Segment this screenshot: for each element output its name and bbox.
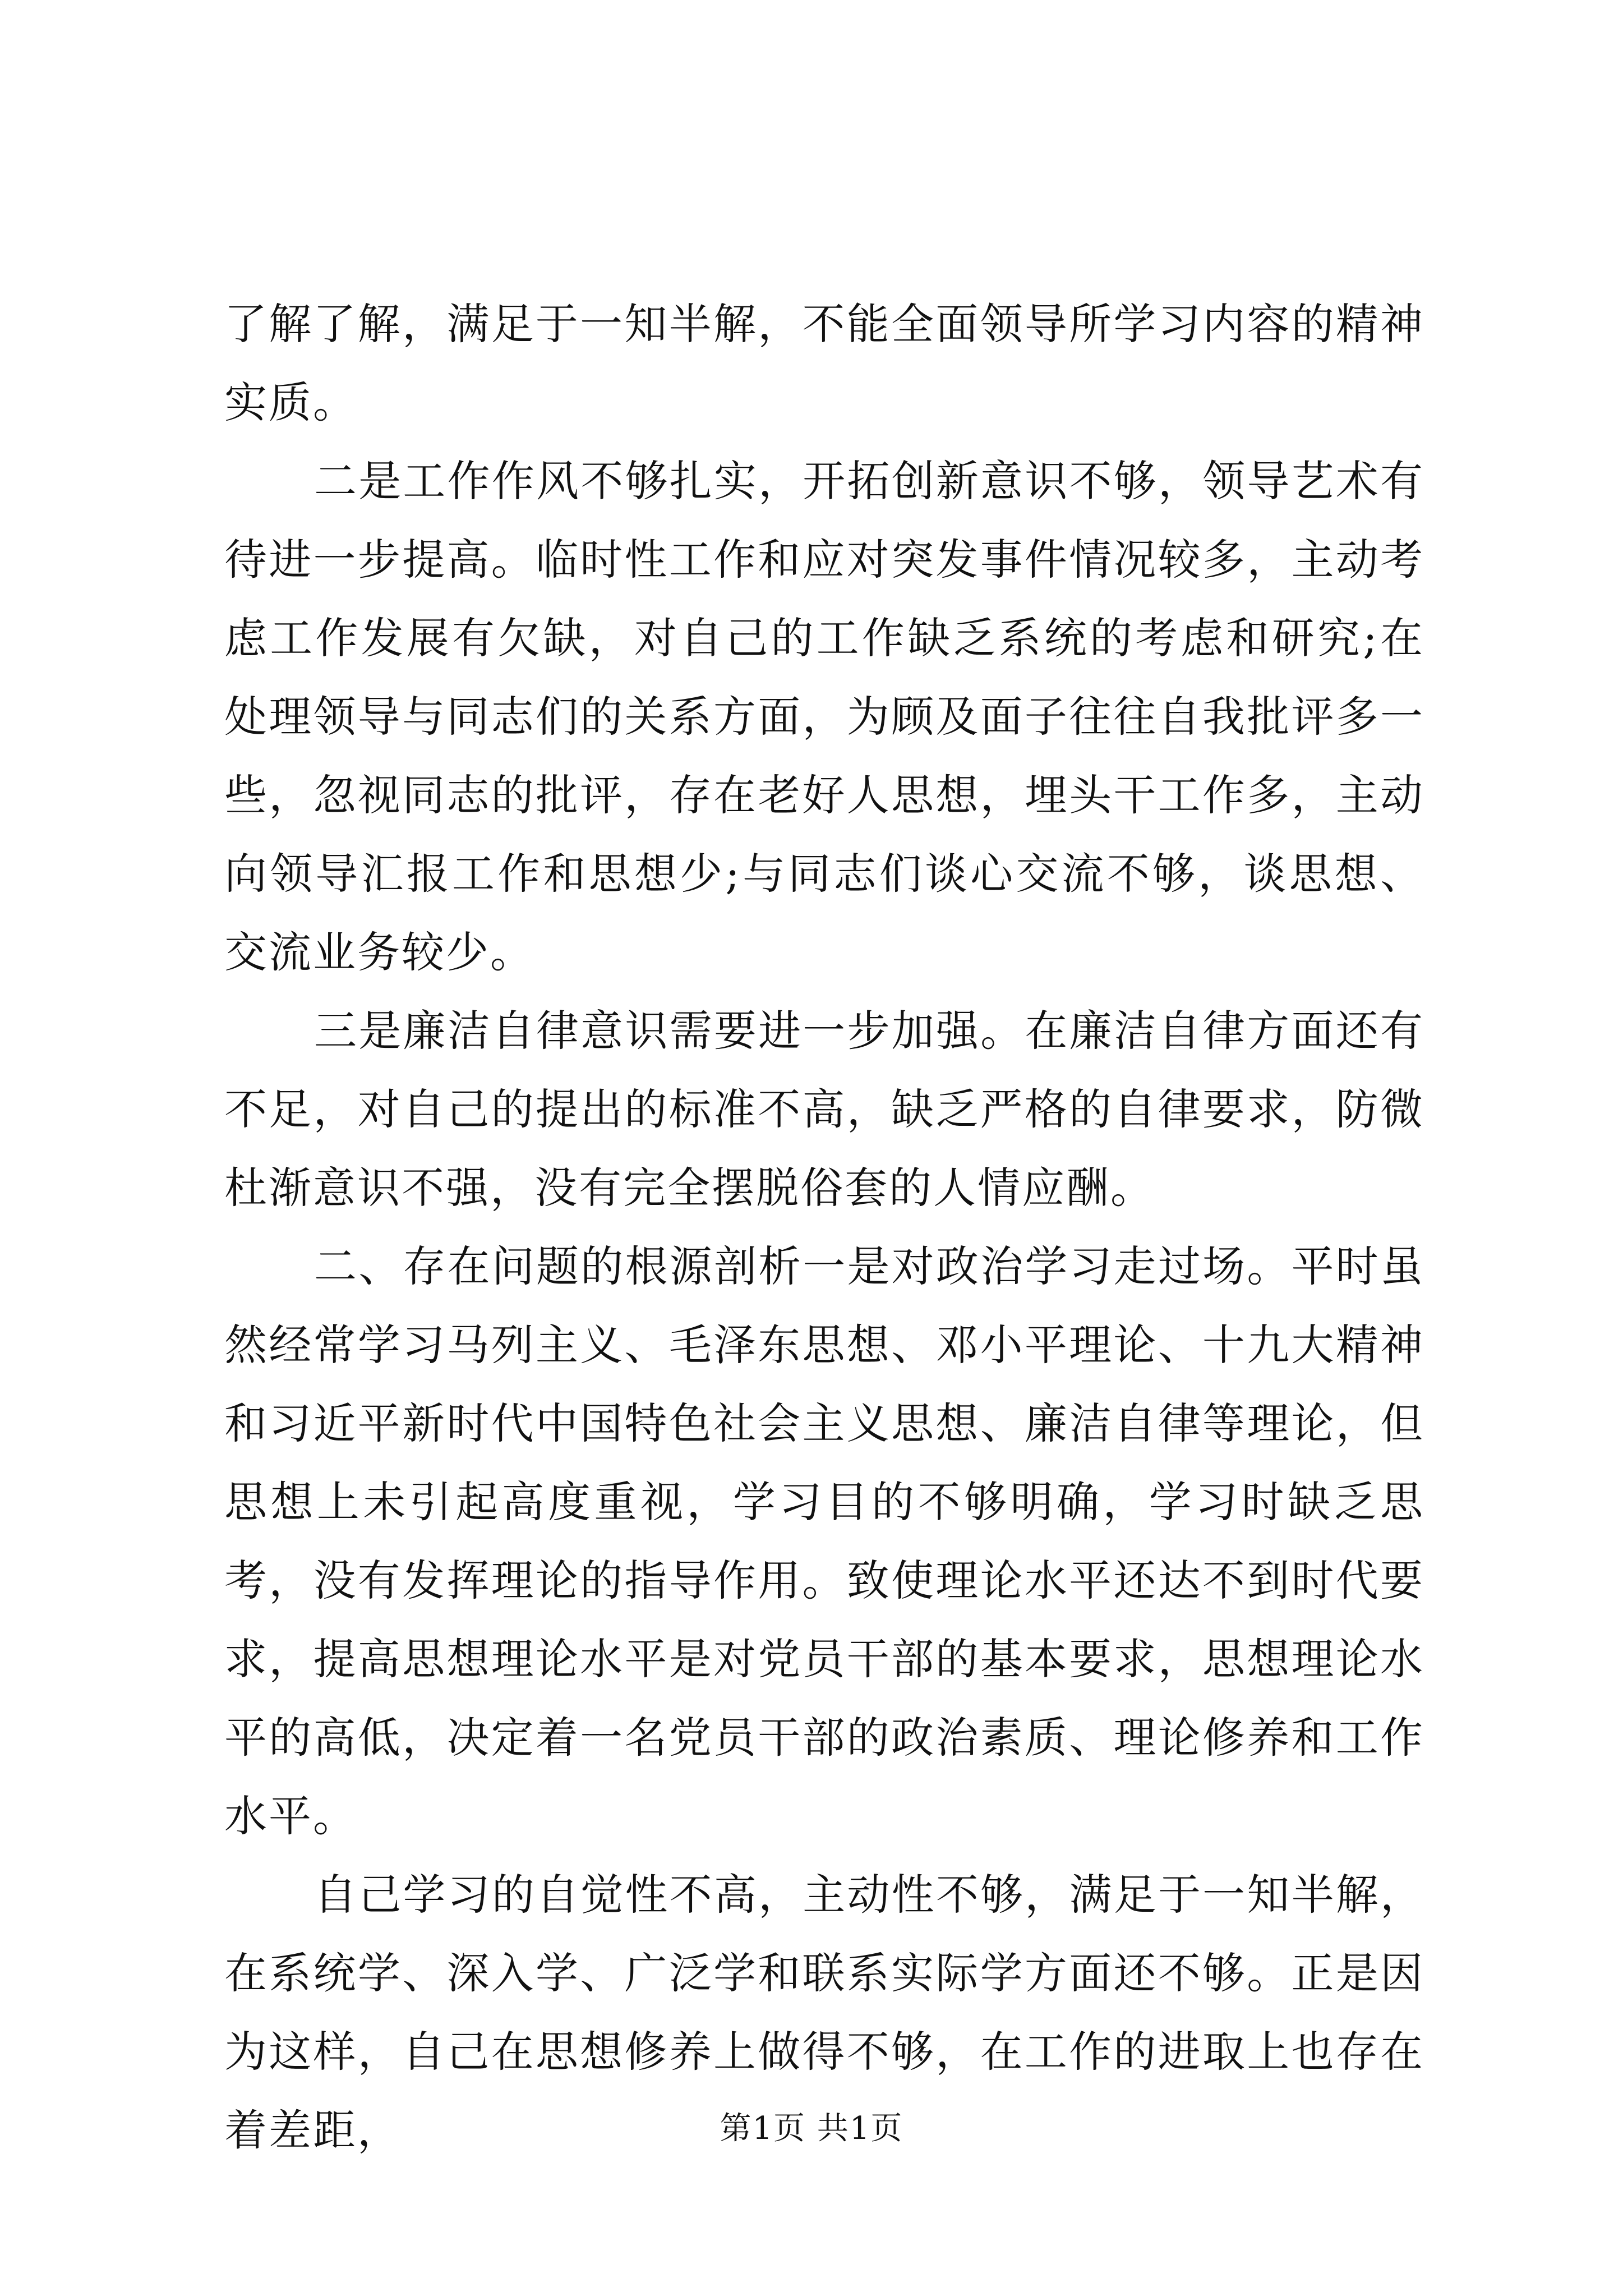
page-footer: 第1页 共1页 — [720, 2110, 903, 2147]
document-body — [224, 285, 1424, 2170]
paragraph-4: 二、存在问题的根源剖析一是对政治学习走过场。平时虽然经常学习马列主义、毛泽东思想、邓小平理论、十九大精神和习近平新时代中国特色社会主义思想、廉洁自律等理论，但思想上未引起高度重视，学习目的不够明确，学习时缺乏思考，没有发挥理论的指导作用。致使理论水平还达不到时代要求，提高思想理论水平是对党员干部的基本要求，思想理论水平的高低，决定着一名党员干部的政治素质、理论修养和工作水平。 — [224, 1241, 1424, 1841]
paragraph-1: 了解了解，满足于一知半解，不能全面领导所学习内容的精神实质。 — [224, 299, 1424, 427]
paragraph-3: 三是廉洁自律意识需要进一步加强。在廉洁自律方面还有不足，对自己的提出的标准不高，缺乏严格的自律要求，防微杜渐意识不强，没有完全摆脱俗套的人情应酬。 — [224, 1006, 1424, 1213]
paragraph-2: 二是工作作风不够扎实，开拓创新意识不够，领导艺术有待进一步提高。临时性工作和应对突发事件情况较多，主动考虑工作发展有欠缺，对自己的工作缺乏系统的考虑和研究;在处理领导与同志们的关系方面，为顾及面子往往自我批评多一些，忽视同志的批评，存在老好人思想，埋头干工作多，主动向领导汇报工作和思想少;与同志们谈心交流不够，谈思想、交流业务较少。 — [224, 456, 1424, 977]
paragraph-5: 自己学习的自觉性不高，主动性不够，满足于一知半解，在系统学、深入学、广泛学和联系实际学方面还不够。正是因为这样，自己在思想修养上做得不够，在工作的进取上也存在着差距， — [224, 1870, 1424, 2155]
